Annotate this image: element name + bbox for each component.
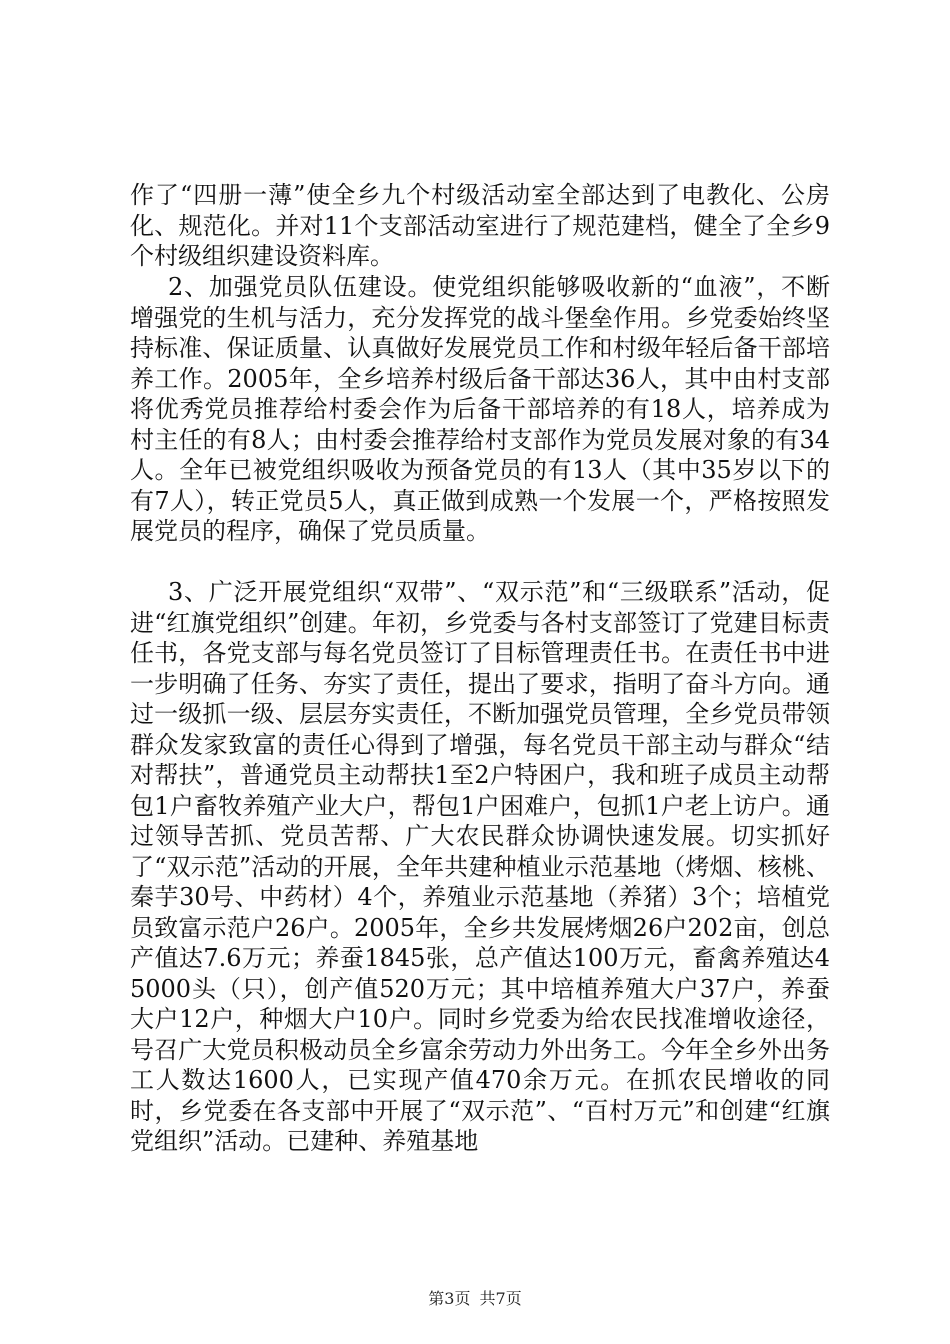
page-total: 共7页 bbox=[479, 1289, 522, 1308]
paragraph-red-flag-activities: 3、广泛开展党组织“双带”、“双示范”和“三级联系”活动，促进“红旗党组织”创建。年初，乡党委与各村支部签订了党建目标责任书，各党支部与每名党员签订了目标管理责任书。在责任书中进一步明确了任务、夯实了责任，提出了要求，指明了奋斗方向。通过一级抓一级、层层夯实责任，不断加强党员管理，全乡党员带领群众发家致富的责任心得到了增强，每名党员干部主动与群众“结对帮扶”，普通党员主动帮扶1至2户特困户，我和班子成员主动帮包1户畜牧养殖产业大户，帮包1户困难户，包抓1户老上访户。通过领导苦抓、党员苦帮、广大农民群众协调快速发展。切实抓好了“双示范”活动的开展，全年共建种植业示范基地（烤烟、核桃、秦芋30号、中药材）4个，养殖业示范基地（养猪）3个；培植党员致富示范户26户。2005年，全乡共发展烤烟26户202亩，创总产值达7.6万元；养蚕1845张，总产值达100万元，畜禽养殖达45000头（只），创产值520万元；其中培植养殖大户37户，养蚕大户12户，种烟大户10户。同时乡党委为给农民找准增收途径，号召广大党员积极动员全乡富余劳动力外出务工。今年全乡外出务工人数达1600人，已实现产值470余万元。在抓农民增收的同时，乡党委在各支部中开展了“双示范”、“百村万元”和创建“红旗党组织”活动。已建种、养殖基地 bbox=[130, 578, 830, 1155]
paragraph-party-member-building: 2、加强党员队伍建设。使党组织能够吸收新的“血液”，不断增强党的生机与活力，充分发挥党的战斗堡垒作用。乡党委始终坚持标准、保证质量、认真做好发展党员工作和村级年轻后备干部培养工作。2005年，全乡培养村级后备干部达36人，其中由村支部将优秀党员推荐给村委会作为后备干部培养的有18人，培养成为村主任的有8人；由村委会推荐给村支部作为党员发展对象的有34人。全年已被党组织吸收为预备党员的有13人（其中35岁以下的有7人），转正党员5人，真正做到成熟一个发展一个，严格按照发展党员的程序，确保了党员质量。 bbox=[130, 273, 830, 545]
paragraph-continuation: 作了“四册一薄”使全乡九个村级活动室全部达到了电教化、公房化、规范化。并对11个支部活动室进行了规范建档，健全了全乡9个村级组织建设资料库。 bbox=[130, 181, 830, 270]
page-footer bbox=[0, 1286, 950, 1309]
page-number: 第3页 bbox=[428, 1289, 471, 1308]
